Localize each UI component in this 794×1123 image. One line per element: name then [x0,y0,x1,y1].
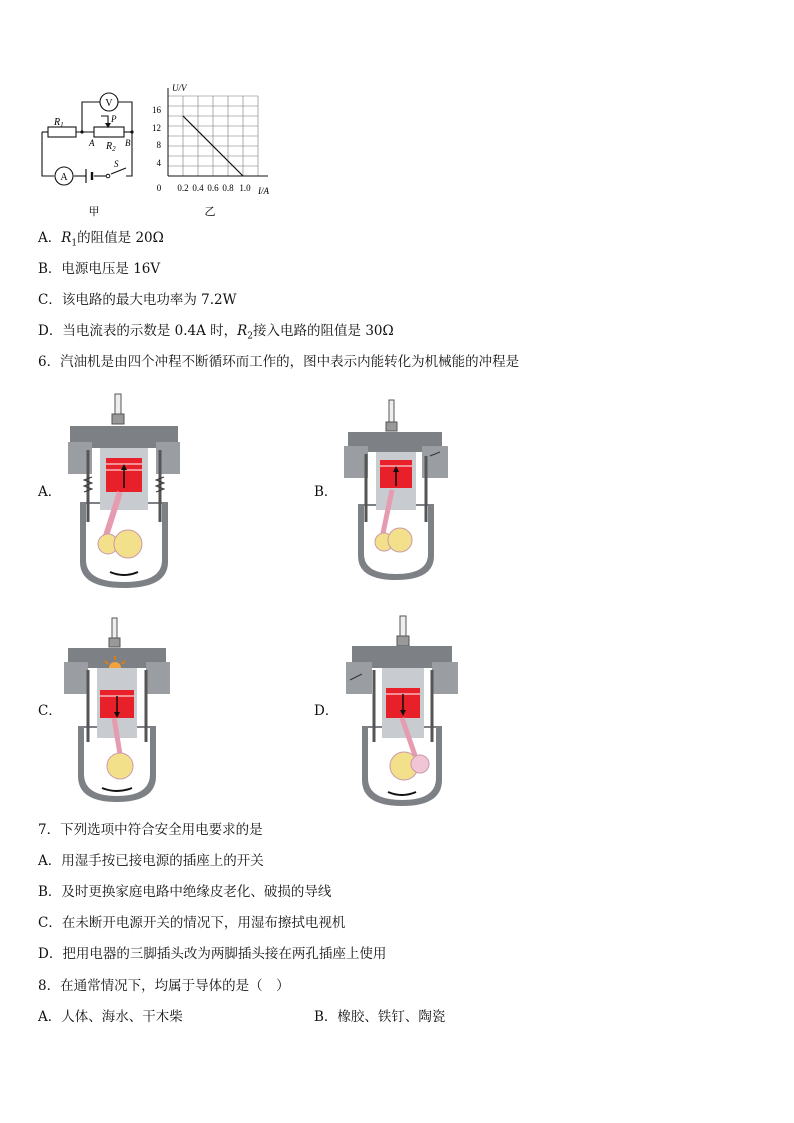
xtick: 0.6 [207,183,219,193]
q6-label-c: C． [38,703,62,719]
graph-svg [146,80,280,220]
xtick: 0.4 [192,183,204,193]
ytick: 16 [152,105,161,115]
q6-label-d: D． [314,703,339,719]
graph-caption: 乙 [204,205,216,218]
s-label: S [114,159,119,169]
engine-a-image [60,392,188,592]
ytick: 8 [156,140,161,150]
q7-option-d: D．把用电器的三脚插头改为两脚插头接在两孔插座上使用 [38,946,387,962]
ui-graph [146,80,280,220]
q8-option-b: B．橡胶、铁钉、陶瓷 [314,1009,446,1025]
circuit-svg [34,86,144,221]
a-label: A [89,138,95,148]
q5-option-b: B．电源电压是 16V [38,261,161,277]
q5-option-c: C．该电路的最大电功率为 7.2W [38,292,237,308]
q8-stem: 8．在通常情况下，均属于导体的是（ ） [38,978,290,994]
ytick: 4 [156,158,161,168]
xtick: 0.8 [222,183,234,193]
p-label: P [111,114,117,124]
ytick: 12 [152,123,161,133]
q7-option-b: B．及时更换家庭电路中绝缘皮老化、破损的导线 [38,884,332,900]
r1-label: $R_1$ [54,117,64,129]
origin-label: 0 [156,183,162,193]
q5-option-a: A．$R_1$的阻值是 20Ω [38,230,164,249]
ammeter-label: A [60,172,68,183]
b-label: B [125,138,131,148]
engine-b-image [342,398,450,584]
circuit-diagram [34,86,144,221]
q8-option-a: A．人体、海水、干木柴 [38,1009,183,1025]
q5-option-d: D．当电流表的示数是 0.4A 时，$R_2$接入电路的阻值是 30Ω [38,323,394,342]
xtick: 1.0 [239,183,251,193]
engine-d-image [344,614,460,810]
xtick: 0.2 [177,183,189,193]
q7-option-a: A．用湿手按已接电源的插座上的开关 [38,853,264,869]
q6-label-b: B． [314,484,338,500]
circuit-caption: 甲 [88,205,100,218]
q7-option-c: C．在未断开电源开关的情况下，用湿布擦拭电视机 [38,915,346,931]
graph-ylabel: U/V [172,83,187,93]
r2-label: $R_2$ [106,141,116,153]
q6-label-a: A． [38,484,62,500]
r2-rheostat [94,127,124,137]
graph-xlabel: I/A [258,186,269,196]
q7-stem: 7．下列选项中符合安全用电要求的是 [38,822,263,838]
graph-grid [168,96,258,176]
voltmeter-label: V [105,98,113,109]
q6-stem: 6．汽油机是由四个冲程不断循环而工作的，图中表示内能转化为机械能的冲程是 [38,354,520,370]
engine-c-image [62,616,172,806]
